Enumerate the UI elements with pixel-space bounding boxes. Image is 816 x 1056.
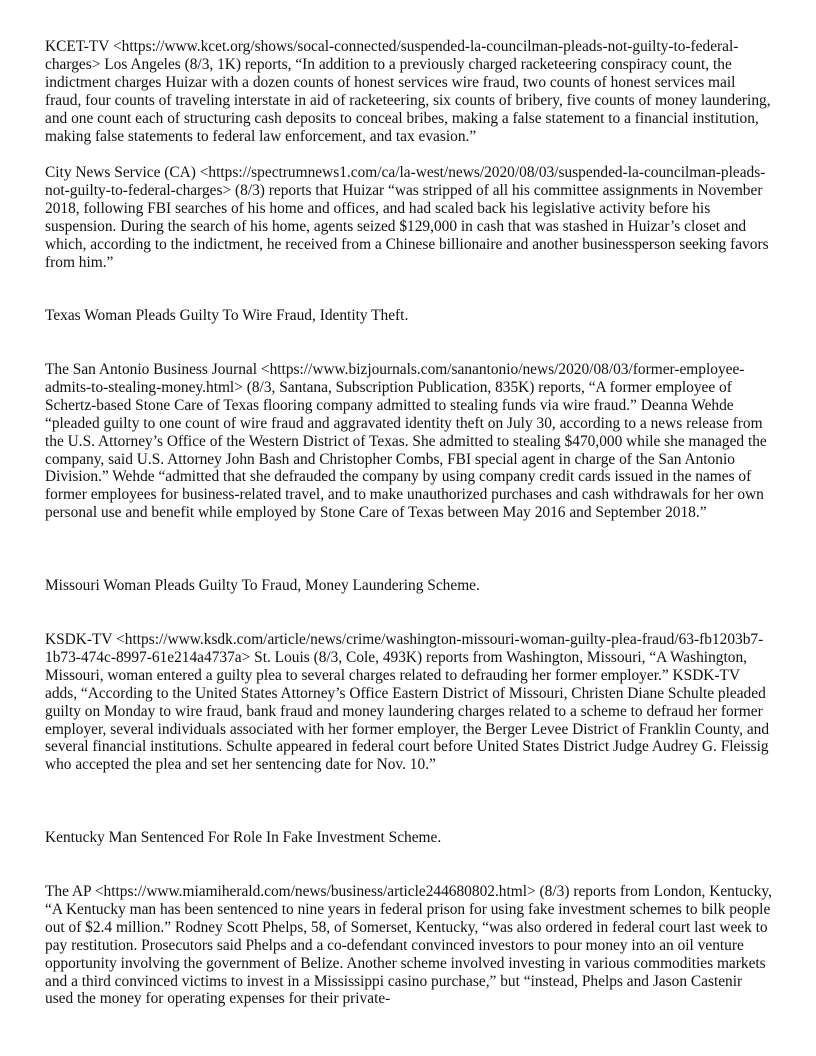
article-paragraph-ap: The AP <https://www.miamiherald.com/news/business/article244680802.html> (8/3) reports from London, Kentucky, “A Kentucky man has been sentenced to nine years in federal prison for using fake investment schemes to bilk people out of $2.4 million.” Rodney Scott Phelps, 58, of Somerset, Kentucky, “was also ordered in federal court last week to pay restitution. Prosecutors said Phelps and a co-defendant convinced investors to pour money into an oil venture opportunity involving the government of Belize. Another scheme involved investing in various commodities markets and a third convinced victims to invest in a Mississippi casino purchase,” but “instead, Phelps and Jason Castenir used the money for operating expenses for their private- bbox=[45, 883, 772, 1008]
article-paragraph-san-antonio: The San Antonio Business Journal <https://www.bizjournals.com/sanantonio/news/2020/08/03/former-employee-admits-to-stealing-money.html> (8/3, Santana, Subscription Publication, 835K) reports, “A former employee of Schertz-based Stone Care of Texas flooring company admitted to stealing funds via wire fraud.” Deanna Wehde “pleaded guilty to one count of wire fraud and aggravated identity theft on July 30, according to a news release from the U.S. Attorney’s Office of the Western District of Texas. She admitted to stealing $470,000 while she managed the company, said U.S. Attorney John Bash and Christopher Combs, FBI special agent in charge of the San Antonio Division.” Wehde “admitted that she defrauded the company by using company credit cards issued in the names of former employees for business-related travel, and to make unauthorized purchases and cash withdrawals for her own personal use and benefit while employed by Stone Care of Texas between May 2016 and September 2018.” bbox=[45, 361, 767, 522]
article-paragraph-ksdk: KSDK-TV <https://www.ksdk.com/article/news/crime/washington-missouri-woman-guilty-plea-fraud/63-fb1203b7-1b73-474c-8997-61e214a4737a> St. Louis (8/3, Cole, 493K) reports from Washington, Missouri, “A Washington, Missouri, woman entered a guilty plea to several charges related to defrauding her former employer.” KSDK-TV adds, “According to the United States Attorney’s Office Eastern District of Missouri, Christen Diane Schulte pleaded guilty on Monday to wire fraud, bank fraud and money laundering charges related to a scheme to defraud her former employer, several individuals associated with her former employer, the Berger Levee District of Franklin County, and several financial institutions. Schulte appeared in federal court before United States District Judge Audrey G. Fleissig who accepted the plea and set her sentencing date for Nov. 10.” bbox=[45, 631, 770, 774]
article-paragraph-kcet: KCET-TV <https://www.kcet.org/shows/socal-connected/suspended-la-councilman-pleads-not-guilty-to-federal-charges> Los Angeles (8/3, 1K) reports, “In addition to a previously charged racketeering conspiracy count, the indictment charges Huizar with a dozen counts of honest services wire fraud, two counts of honest services mail fraud, four counts of traveling interstate in aid of racketeering, six counts of bribery, five counts of money laundering, and one count each of structuring cash deposits to conceal bribes, making a false statement to a financial institution, making false statements to federal law enforcement, and tax evasion.” bbox=[45, 38, 771, 145]
story-headline-texas: Texas Woman Pleads Guilty To Wire Fraud, Identity Theft. bbox=[45, 307, 409, 324]
story-headline-missouri: Missouri Woman Pleads Guilty To Fraud, Money Laundering Scheme. bbox=[45, 577, 480, 594]
story-headline-kentucky: Kentucky Man Sentenced For Role In Fake Investment Scheme. bbox=[45, 829, 442, 846]
article-paragraph-city-news-service: City News Service (CA) <https://spectrumnews1.com/ca/la-west/news/2020/08/03/suspended-la-councilman-pleads-not-guilty-to-federal-charges> (8/3) reports that Huizar “was stripped of all his committee assignments in November 2018, following FBI searches of his home and offices, and had scaled back his legislative activity before his suspension. During the search of his home, agents seized $129,000 in cash that was stashed in Huizar’s closet and which, according to the indictment, he received from a Chinese billionaire and another businessperson seeking favors from him.” bbox=[45, 164, 769, 271]
